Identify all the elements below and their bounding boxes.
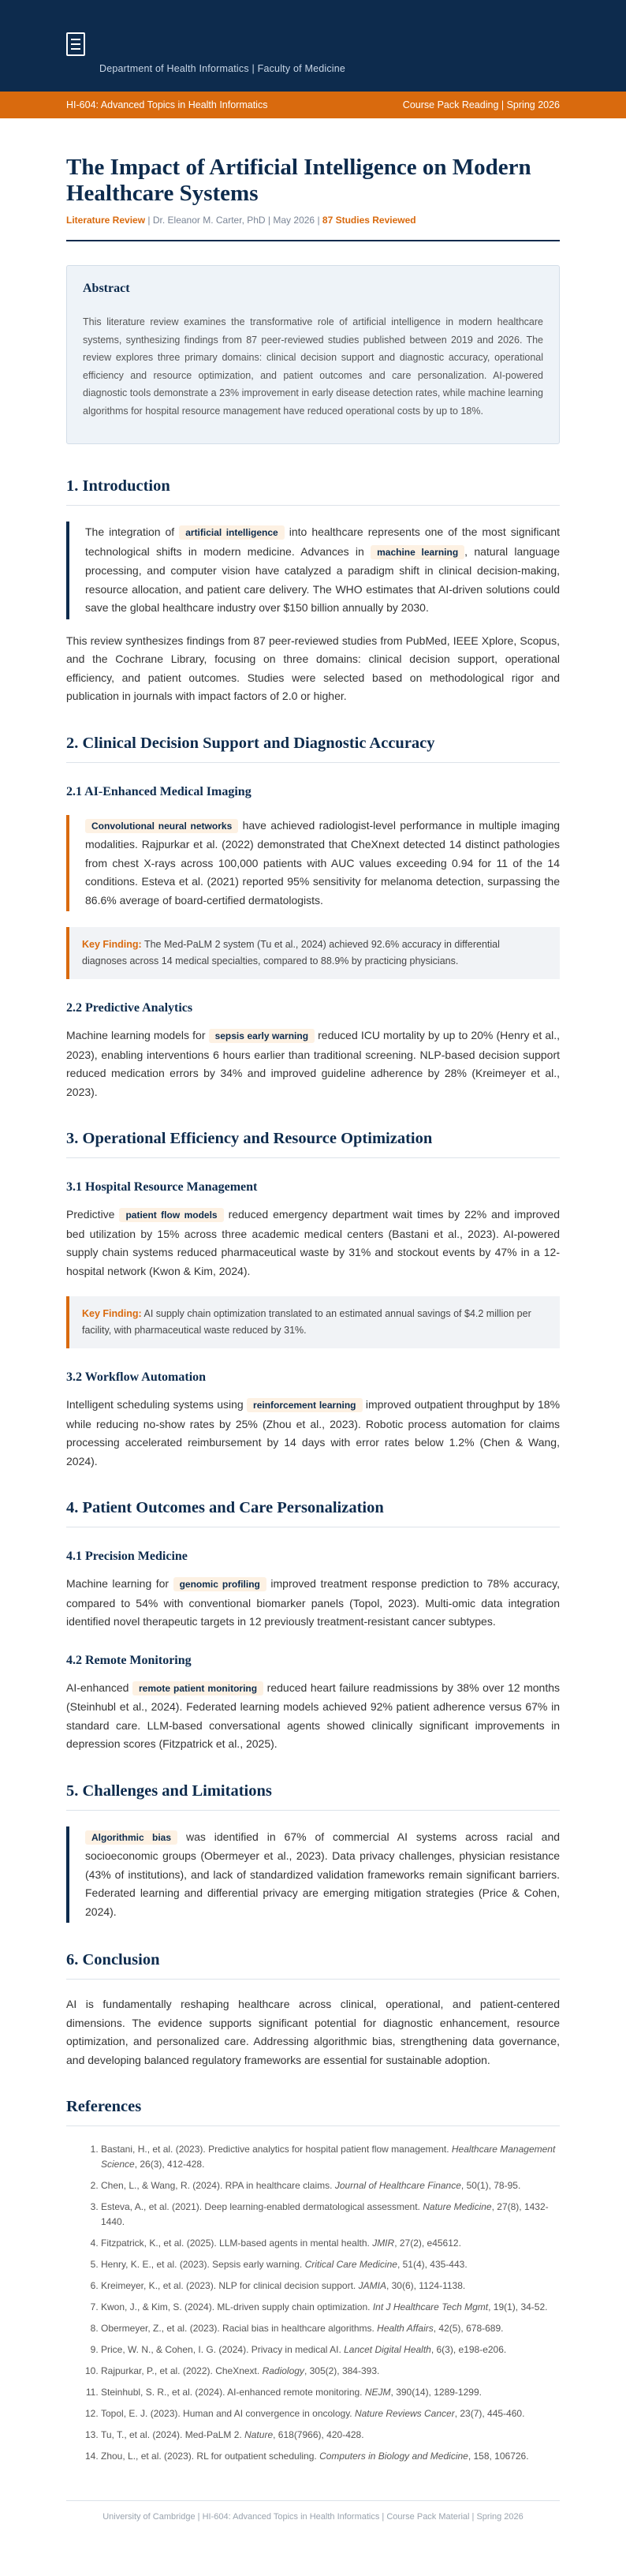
paragraph <box>66 1679 560 1754</box>
section-heading: 4. Patient Outcomes and Care Personalization <box>66 1499 560 1527</box>
section-heading: 2. Clinical Decision Support and Diagnostic Accuracy <box>66 735 560 763</box>
reference-text: , 390(14), 1289-1299. <box>390 2387 482 2398</box>
reference-item <box>101 2385 560 2400</box>
article <box>0 155 626 2553</box>
reference-text: , 27(2), e45612. <box>394 2238 461 2249</box>
reference-text: Zhou, L., et al. (2023). RL for outpatient scheduling. <box>101 2451 320 2462</box>
article-type: Literature Review <box>66 215 146 226</box>
reference-text: , 51(4), 435-443. <box>397 2259 468 2270</box>
references-heading: References <box>66 2098 560 2126</box>
text-run: into healthcare represents one of the most significant technological shifts in modern medicine. Advances in <box>85 525 560 558</box>
section-heading: 1. Introduction <box>66 477 560 506</box>
text-run: Machine learning models for <box>66 1029 206 1041</box>
key-term: patient flow models <box>119 1208 223 1222</box>
text-run: was identified in 67% of commercial AI systems across racial and socioeconomic groups (Obermeyer et al., 2023). Data privacy challenges, physician resistance (43% of institutions), and lack of standardized validation frameworks remain significant barriers. Federated learning and differential privacy are emerging mitigation strategies (Price & Cohen, 2024). <box>85 1830 561 1918</box>
paragraph <box>66 1026 560 1101</box>
key-term: genomic profiling <box>173 1577 266 1591</box>
text-run: Predictive <box>66 1208 115 1221</box>
reference-text: Topol, E. J. (2023). Human and AI convergence in oncology. <box>101 2408 355 2419</box>
key-term: Algorithmic bias <box>85 1830 177 1845</box>
reference-text: Bastani, H., et al. (2023). Predictive analytics for hospital patient flow management. <box>101 2144 452 2155</box>
intro-callout <box>66 522 560 619</box>
reference-text: , 50(1), 78-95. <box>460 2180 521 2191</box>
subsection-heading: 4.2 Remote Monitoring <box>66 1653 192 1667</box>
text-run: improved treatment response prediction to 78% accuracy, compared to 54% with conventional biomarker panels (Topol, 2023). Multi-omic data integration identified novel therapeutic targets in 12 previously treatment-resistant cancer subtypes. <box>66 1577 560 1628</box>
section-heading: 6. Conclusion <box>66 1951 560 1980</box>
text-run: have achieved radiologist-level performance in multiple imaging modalities. Rajpurkar et al. (2022) demonstrated that CheXnext detected 14 distinct pathologies from chest X-rays across 100,000 patients with AUC values exceeding 0.94 for 11 of the 14 conditions. Esteva et al. (2021) reported 95% sensitivity for melanoma detection, surpassing the 86.6% average of board-certified dermatologists. <box>85 818 561 907</box>
reference-journal: NEJM <box>364 2387 391 2398</box>
reference-text: Kwon, J., & Kim, S. (2024). ML-driven supply chain optimization. <box>101 2301 373 2312</box>
text-run: The integration of <box>85 525 175 538</box>
reference-journal: Journal of Healthcare Finance <box>334 2180 461 2191</box>
reference-item <box>101 2321 560 2336</box>
text-run: reduced emergency department wait times by 22% and improved bed utilization by 15% across three academic medical centers (Bastani et al., 2023). AI-powered supply chain systems reduced pharmaceutical waste by 31% and stockout events by 47% in a 12-hospital network (Kwon & Kim, 2024). <box>66 1208 561 1277</box>
abstract-text: This literature review examines the transformative role of artificial intelligence in modern healthcare systems, synthesizing findings from 87 peer-reviewed studies published between 2019 and 2026. The review explores three primary domains: clinical decision support and diagnostic accuracy, operational efficiency and resource optimization, and patient outcomes and care personalization. AI-powered diagnostic tools demonstrate a 23% improvement in early disease detection rates, while machine learning algorithms for hospital resource management have reduced operational costs by up to 18%. <box>83 316 543 417</box>
reference-text: , 42(5), 678-689. <box>433 2323 504 2334</box>
imaging-callout-text <box>85 817 560 910</box>
key-term: sepsis early warning <box>209 1029 315 1043</box>
page-footer: University of Cambridge | HI-604: Advanced Topics in Health Informatics | Course Pack Material | Spring 2026 <box>66 2500 560 2553</box>
department-name: Department of Health Informatics | Faculty of Medicine <box>99 63 346 74</box>
reference-journal: Lancet Digital Health <box>344 2344 431 2355</box>
reference-item <box>101 2279 560 2294</box>
reference-journal: JMIR <box>372 2238 395 2249</box>
reference-text: , 305(2), 384-393. <box>304 2365 380 2376</box>
abstract-heading: Abstract <box>83 282 130 295</box>
reference-journal: Health Affairs <box>377 2323 434 2334</box>
document-icon <box>66 32 85 56</box>
reference-text: Price, W. N., & Cohen, I. G. (2024). Privacy in medical AI. <box>101 2344 345 2355</box>
reference-text: Chen, L., & Wang, R. (2024). RPA in healthcare claims. <box>101 2180 335 2191</box>
reference-item <box>101 2300 560 2315</box>
title-divider <box>66 240 560 241</box>
key-term: remote patient monitoring <box>132 1681 263 1696</box>
reference-journal: Nature <box>244 2429 274 2440</box>
reference-item <box>101 2257 560 2272</box>
reference-item <box>101 2364 560 2379</box>
intro-callout-text <box>85 523 560 618</box>
reference-journal: Radiology <box>262 2365 304 2376</box>
reference-journal: Critical Care Medicine <box>304 2259 397 2270</box>
reference-text: Henry, K. E., et al. (2023). Sepsis early warning. <box>101 2259 305 2270</box>
key-finding-box <box>66 1296 560 1348</box>
article-author: Dr. Eleanor M. Carter, PhD <box>152 215 266 226</box>
text-run: reduced heart failure readmissions by 38% over 12 months (Steinhubl et al., 2024). Federated learning models achieved 92% patient adherence versus 67% in standard care. LLM-based conversational agents showed clinically significant improvements in depression scores (Fitzpatrick et al., 2025). <box>66 1681 561 1750</box>
course-bar <box>0 92 626 118</box>
reference-text: , 30(6), 1124-1138. <box>386 2280 466 2291</box>
references-list <box>66 2142 560 2464</box>
reference-text: , 26(3), 412-428. <box>134 2159 205 2170</box>
section-heading: 3. Operational Efficiency and Resource Optimization <box>66 1130 560 1158</box>
section-heading: 5. Challenges and Limitations <box>66 1782 560 1811</box>
text-run: improved outpatient throughput by 18% while reducing no-show rates by 25% (Zhou et al., 2023). Robotic process automation for claims processing accelerated reimbursement by 14 days with error rates below 1.2% (Chen & Wang, 2024). <box>66 1398 561 1467</box>
reference-text: Tu, T., et al. (2024). Med-PaLM 2. <box>101 2429 245 2440</box>
key-finding-label: Key Finding: <box>82 939 142 950</box>
reference-text: Steinhubl, S. R., et al. (2024). AI-enhanced remote monitoring. <box>101 2387 365 2398</box>
paragraph: This review synthesizes findings from 87 peer-reviewed studies from PubMed, IEEE Xplore, Scopus, and the Cochrane Library, focusing on three domains: clinical decision support, operational efficiency, and patient outcomes. Studies were selected based on methodological rigor and publication in journals with impact factors of 2.0 or higher. <box>66 634 560 702</box>
reference-item <box>101 2142 560 2172</box>
key-finding-box <box>66 927 560 979</box>
reference-journal: Nature Reviews Cancer <box>354 2408 455 2419</box>
reference-journal: JAMIA <box>358 2280 386 2291</box>
subsection-heading: 3.1 Hospital Resource Management <box>66 1180 258 1194</box>
reference-text: , 19(1), 34-52. <box>488 2301 548 2312</box>
course-title: HI-604: Advanced Topics in Health Informatics <box>66 99 268 110</box>
subsection-heading: 4.1 Precision Medicine <box>66 1550 188 1563</box>
abstract-box <box>66 265 560 444</box>
studies-count: 87 Studies Reviewed <box>322 215 416 226</box>
key-finding-text: AI supply chain optimization translated to an estimated annual savings of $4.2 million per facility, with pharmaceutical waste reduced by 31%. <box>82 1308 531 1336</box>
reference-text: Rajpurkar, P., et al. (2022). CheXnext. <box>101 2365 263 2376</box>
imaging-callout <box>66 815 560 912</box>
reference-journal: Nature Medicine <box>423 2201 492 2212</box>
key-finding-label: Key Finding: <box>82 1308 142 1319</box>
reference-text: , 158, 106726. <box>468 2451 529 2462</box>
reference-text: , 23(7), 445-460. <box>454 2408 525 2419</box>
key-term: reinforcement learning <box>247 1398 362 1412</box>
paragraph <box>66 1206 560 1281</box>
header <box>0 0 626 92</box>
meta-separator: | <box>267 215 271 226</box>
reference-text: Kreimeyer, K., et al. (2023). NLP for clinical decision support. <box>101 2280 359 2291</box>
article-title: The Impact of Artificial Intelligence on Modern Healthcare Systems <box>66 155 531 206</box>
reference-item <box>101 2200 560 2230</box>
reading-label: Course Pack Reading | Spring 2026 <box>402 99 560 110</box>
key-term: artificial intelligence <box>179 525 285 540</box>
reference-item <box>101 2178 560 2193</box>
paragraph <box>66 1575 560 1632</box>
text-run: Intelligent scheduling systems using <box>66 1398 244 1411</box>
text-run: AI-enhanced <box>66 1681 129 1694</box>
reference-item <box>101 2428 560 2443</box>
text-run: , natural language processing, and computer vision have catalyzed a paradigm shift in clinical decision-making, resource allocation, and patient care delivery. The WHO estimates that AI-driven solutions could save the global healthcare industry over $150 billion annually by 2030. <box>85 544 560 614</box>
subsection-heading: 2.1 AI-Enhanced Medical Imaging <box>66 784 252 798</box>
key-finding-text: The Med-PaLM 2 system (Tu et al., 2024) achieved 92.6% accuracy in differential diagnoses across 14 medical specialties, compared to 88.9% by practicing physicians. <box>82 939 500 966</box>
meta-separator: | <box>317 215 320 226</box>
article-meta <box>66 215 560 226</box>
paragraph: AI is fundamentally reshaping healthcare across clinical, operational, and patient-centered dimensions. The evidence supports significant potential for diagnostic enhancement, resource optimization, and personalized care. Addressing algorithmic bias, strengthening data governance, and developing balanced regulatory frameworks are essential for sustainable adoption. <box>66 1998 560 2066</box>
article-date: May 2026 <box>273 215 315 226</box>
reference-text: , 27(8), 1432-1440. <box>101 2201 549 2227</box>
reference-text: Fitzpatrick, K., et al. (2025). LLM-based agents in mental health. <box>101 2238 373 2249</box>
reference-item <box>101 2406 560 2421</box>
reference-journal: Healthcare Management Science <box>101 2144 556 2170</box>
text-run: reduced ICU mortality by up to 20% (Henry et al., 2023), enabling interventions 6 hours earlier than traditional screening. NLP-based decision support reduced medication errors by 34% and improved guideline adherence by 28% (Kreimeyer et al., 2023). <box>66 1029 560 1098</box>
reference-item <box>101 2342 560 2357</box>
subsection-heading: 2.2 Predictive Analytics <box>66 1001 193 1015</box>
challenges-callout <box>66 1826 560 1924</box>
reference-text: , 618(7966), 420-428. <box>273 2429 364 2440</box>
reference-journal: Computers in Biology and Medicine <box>319 2451 468 2462</box>
key-term: Convolutional neural networks <box>85 819 238 833</box>
key-term: machine learning <box>371 545 464 559</box>
reference-text: Esteva, A., et al. (2021). Deep learning-enabled dermatological assessment. <box>101 2201 423 2212</box>
reference-journal: Int J Healthcare Tech Mgmt <box>372 2301 489 2312</box>
reference-text: , 6(3), e198-e206. <box>430 2344 507 2355</box>
reference-item <box>101 2449 560 2464</box>
paragraph <box>66 1396 560 1471</box>
meta-separator: | <box>147 215 151 226</box>
reference-text: Obermeyer, Z., et al. (2023). Racial bias in healthcare algorithms. <box>101 2323 378 2334</box>
challenges-callout-text <box>85 1828 560 1922</box>
text-run: Machine learning for <box>66 1577 170 1590</box>
subsection-heading: 3.2 Workflow Automation <box>66 1370 207 1384</box>
reference-item <box>101 2236 560 2251</box>
